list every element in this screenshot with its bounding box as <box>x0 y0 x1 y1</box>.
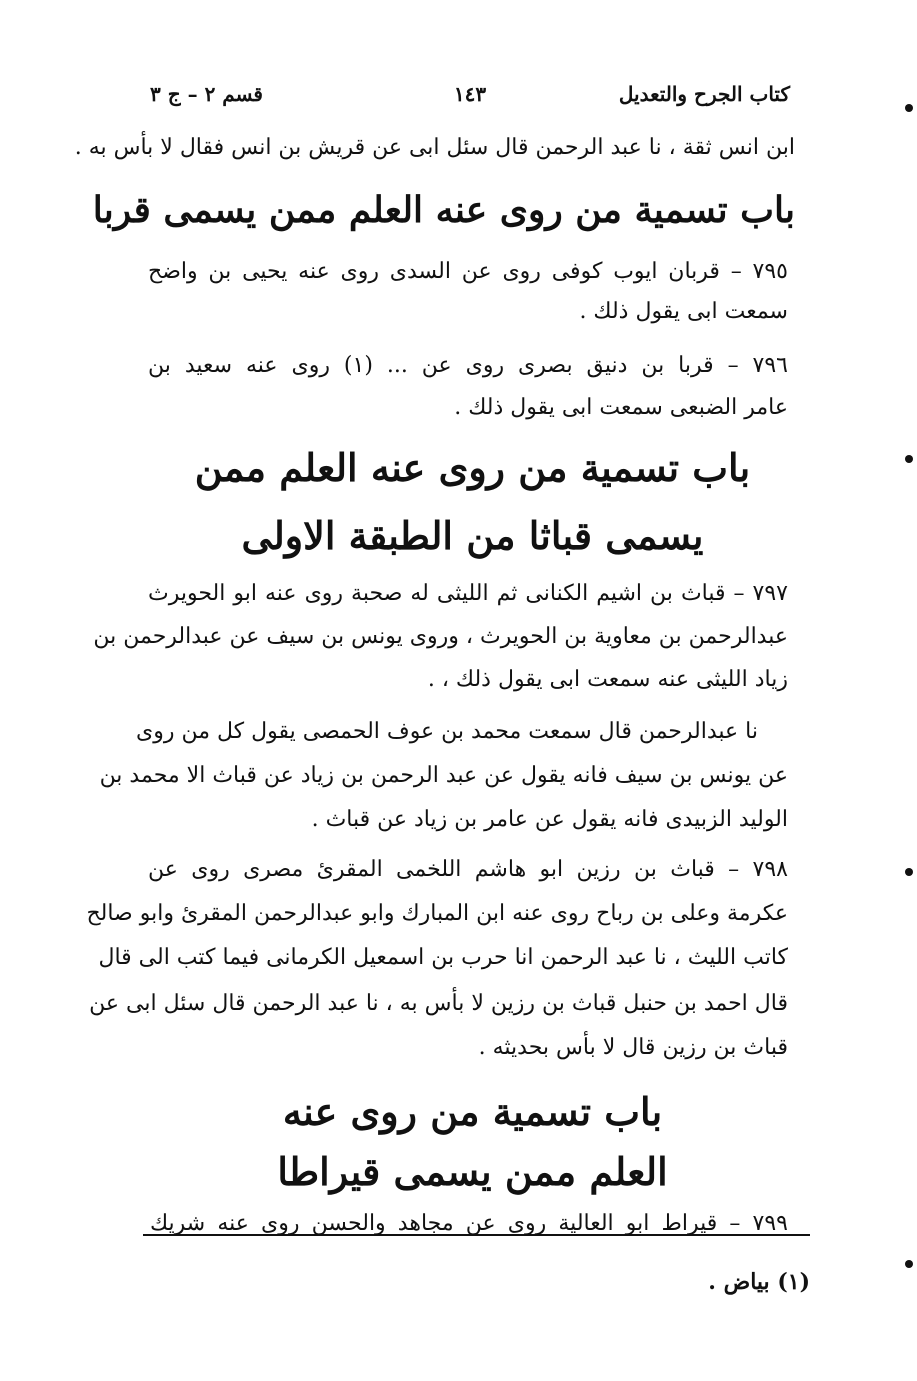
volume-part: قسم ٢ – ج ٣ <box>150 82 263 106</box>
page-header <box>150 82 790 118</box>
margin-mark-middle-lower <box>905 868 913 876</box>
entry-798-line-3: كاتب الليث ، نا عبد الرحمن انا حرب بن اسمعيل الكرمانى فيما كتب الى قال <box>98 945 788 970</box>
chapter-heading-qurba: باب تسمية من روى عنه العلم ممن يسمى قربا <box>92 189 795 231</box>
entry-798-line-5: قباث بن رزين قال لا بأس بحديثه . <box>478 1035 788 1060</box>
entry-796-line-1: ٧٩٦ – قربا بن دنيق بصرى روى عن ... (١) روى عنه سعيد بن <box>148 353 788 378</box>
page-number: ١٤٣ <box>453 82 487 106</box>
note-line-2: عن يونس بن سيف فانه يقول عن عبد الرحمن بن زياد عن قباث الا محمد بن <box>99 763 788 788</box>
entry-799-line-1: ٧٩٩ – قيراط ابو العالية روى عن مجاهد والحسن روى عنه شريك <box>150 1211 788 1236</box>
margin-mark-top <box>905 104 913 112</box>
entry-797-line-2: عبدالرحمن بن معاوية بن الحويرث ، وروى يونس بن سيف عن عبدالرحمن بن <box>93 624 788 649</box>
margin-mark-middle-upper <box>905 455 913 463</box>
margin-mark-bottom <box>905 1260 913 1268</box>
continuation-line: ابن انس ثقة ، نا عبد الرحمن قال سئل ابى عن قريش بن انس فقال لا بأس به . <box>74 135 795 160</box>
chapter-heading-qubath-line-1: باب تسمية من روى عنه العلم ممن <box>194 445 751 490</box>
entry-798-line-4: قال احمد بن حنبل قباث بن رزين لا بأس به ، نا عبد الرحمن قال سئل ابى عن <box>89 991 788 1016</box>
entry-798-line-2: عكرمة وعلى بن رباح روى عنه ابن المبارك وابو عبدالرحمن المقرئ وابو صالح <box>86 901 788 926</box>
entry-797-line-3: زياد الليثى عنه سمعت ابى يقول ذلك ، . <box>427 667 788 692</box>
footnote-divider <box>143 1234 810 1236</box>
chapter-heading-qirat-line-2: العلم ممن يسمى قيراطا <box>277 1149 668 1194</box>
running-title: كتاب الجرح والتعديل <box>618 82 790 106</box>
note-line-3: الوليد الزبيدى فانه يقول عن عامر بن زياد عن قباث . <box>311 807 788 832</box>
entry-796-line-2: عامر الضبعى سمعت ابى يقول ذلك . <box>454 395 788 420</box>
entry-798-line-1: ٧٩٨ – قباث بن رزين ابو هاشم اللخمى المقرئ مصرى روى عن <box>148 857 788 882</box>
chapter-heading-qubath-line-2: يسمى قباثا من الطبقة الاولى <box>241 513 704 558</box>
entry-795-line-1: ٧٩٥ – قربان ايوب كوفى روى عن السدى روى عنه يحيى بن واضح <box>148 259 788 284</box>
entry-797-line-1: ٧٩٧ – قباث بن اشيم الكنانى ثم الليثى له صحبة روى عنه ابو الحويرث <box>148 581 788 606</box>
note-line-1: نا عبدالرحمن قال سمعت محمد بن عوف الحمصى يقول كل من روى <box>136 719 758 744</box>
entry-795-line-2: سمعت ابى يقول ذلك . <box>579 299 788 324</box>
chapter-heading-qirat-line-1: باب تسمية من روى عنه <box>282 1089 663 1134</box>
footnote: (١) بياض . <box>708 1269 810 1295</box>
